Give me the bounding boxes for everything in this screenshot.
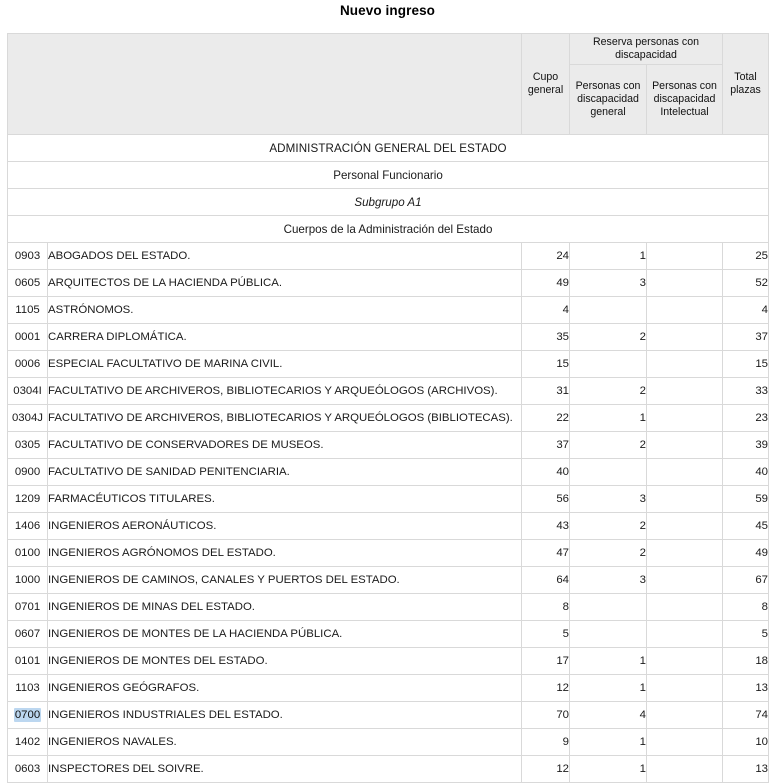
header-total-plazas-line2: plazas bbox=[730, 84, 761, 96]
cell-name: INGENIEROS AGRÓNOMOS DEL ESTADO. bbox=[48, 540, 522, 567]
cell-discapacidad-intelectual bbox=[647, 378, 723, 405]
cell-total-plazas: 74 bbox=[723, 702, 769, 729]
cell-code: 0001 bbox=[8, 324, 48, 351]
header-total-plazas-line1: Total bbox=[734, 71, 757, 83]
cell-discapacidad-general bbox=[570, 351, 647, 378]
cell-total-plazas: 4 bbox=[723, 297, 769, 324]
cell-cupo-general: 4 bbox=[522, 297, 570, 324]
section-row-personal bbox=[8, 162, 769, 189]
cell-total-plazas: 45 bbox=[723, 513, 769, 540]
section-label-personal: Personal Funcionario bbox=[8, 162, 769, 189]
cell-code: 1105 bbox=[8, 297, 48, 324]
cell-code: 0607 bbox=[8, 621, 48, 648]
cell-cupo-general: 56 bbox=[522, 486, 570, 513]
section-row-cuerpos bbox=[8, 216, 769, 243]
cell-cupo-general: 12 bbox=[522, 756, 570, 783]
cell-name: ESPECIAL FACULTATIVO DE MARINA CIVIL. bbox=[48, 351, 522, 378]
header-personas-discapacidad-intelectual: Personas con discapacidad Intelectual bbox=[647, 65, 723, 135]
cell-discapacidad-general bbox=[570, 459, 647, 486]
cell-total-plazas: 33 bbox=[723, 378, 769, 405]
cell-cupo-general: 40 bbox=[522, 459, 570, 486]
cell-discapacidad-general: 3 bbox=[570, 567, 647, 594]
cell-name: INGENIEROS DE MONTES DE LA HACIENDA PÚBLICA. bbox=[48, 621, 522, 648]
cell-cupo-general: 12 bbox=[522, 675, 570, 702]
cell-cupo-general: 49 bbox=[522, 270, 570, 297]
section-row-administracion bbox=[8, 135, 769, 162]
cell-code: 1406 bbox=[8, 513, 48, 540]
cell-total-plazas: 25 bbox=[723, 243, 769, 270]
cell-name: INGENIEROS DE CAMINOS, CANALES Y PUERTOS DEL ESTADO. bbox=[48, 567, 522, 594]
table-row[interactable] bbox=[8, 702, 769, 729]
cell-code: 0900 bbox=[8, 459, 48, 486]
cell-discapacidad-general bbox=[570, 621, 647, 648]
cell-code: 0100 bbox=[8, 540, 48, 567]
cell-name: INGENIEROS AERONÁUTICOS. bbox=[48, 513, 522, 540]
cell-discapacidad-intelectual bbox=[647, 459, 723, 486]
cell-total-plazas: 67 bbox=[723, 567, 769, 594]
cell-discapacidad-intelectual bbox=[647, 243, 723, 270]
cell-discapacidad-general: 2 bbox=[570, 378, 647, 405]
cell-total-plazas: 23 bbox=[723, 405, 769, 432]
cell-code: 1000 bbox=[8, 567, 48, 594]
cell-code: 0603 bbox=[8, 756, 48, 783]
cell-code: 0304I bbox=[8, 378, 48, 405]
cell-code: 0701 bbox=[8, 594, 48, 621]
cell-cupo-general: 47 bbox=[522, 540, 570, 567]
cell-discapacidad-general: 4 bbox=[570, 702, 647, 729]
table-row[interactable] bbox=[8, 567, 769, 594]
cell-cupo-general: 5 bbox=[522, 621, 570, 648]
cell-code: 1209 bbox=[8, 486, 48, 513]
cell-discapacidad-intelectual bbox=[647, 432, 723, 459]
table-row[interactable] bbox=[8, 486, 769, 513]
header-reserva-group: Reserva personas con discapacidad bbox=[570, 34, 723, 65]
plazas-table-container bbox=[7, 33, 768, 783]
cell-discapacidad-general: 1 bbox=[570, 405, 647, 432]
table-row[interactable] bbox=[8, 594, 769, 621]
section-label-administracion: ADMINISTRACIÓN GENERAL DEL ESTADO bbox=[8, 135, 769, 162]
cell-cupo-general: 24 bbox=[522, 243, 570, 270]
cell-code: 0903 bbox=[8, 243, 48, 270]
cell-name: FARMACÉUTICOS TITULARES. bbox=[48, 486, 522, 513]
cell-discapacidad-general: 2 bbox=[570, 513, 647, 540]
table-row[interactable] bbox=[8, 405, 769, 432]
cell-code: 0305 bbox=[8, 432, 48, 459]
plazas-table bbox=[7, 33, 769, 783]
cell-discapacidad-general: 3 bbox=[570, 486, 647, 513]
cell-name: INGENIEROS DE MINAS DEL ESTADO. bbox=[48, 594, 522, 621]
cell-total-plazas: 18 bbox=[723, 648, 769, 675]
cell-cupo-general: 31 bbox=[522, 378, 570, 405]
cell-total-plazas: 8 bbox=[723, 594, 769, 621]
cell-cupo-general: 37 bbox=[522, 432, 570, 459]
cell-total-plazas: 13 bbox=[723, 675, 769, 702]
cell-discapacidad-general: 2 bbox=[570, 432, 647, 459]
table-row[interactable] bbox=[8, 513, 769, 540]
cell-cupo-general: 15 bbox=[522, 351, 570, 378]
cell-name: INGENIEROS DE MONTES DEL ESTADO. bbox=[48, 648, 522, 675]
table-row[interactable] bbox=[8, 621, 769, 648]
cell-discapacidad-intelectual bbox=[647, 756, 723, 783]
table-row[interactable] bbox=[8, 729, 769, 756]
table-row[interactable] bbox=[8, 675, 769, 702]
table-row[interactable] bbox=[8, 324, 769, 351]
cell-cupo-general: 17 bbox=[522, 648, 570, 675]
cell-total-plazas: 39 bbox=[723, 432, 769, 459]
section-label-cuerpos: Cuerpos de la Administración del Estado bbox=[8, 216, 769, 243]
cell-discapacidad-intelectual bbox=[647, 513, 723, 540]
table-row[interactable] bbox=[8, 756, 769, 783]
cell-discapacidad-intelectual bbox=[647, 729, 723, 756]
cell-discapacidad-general: 1 bbox=[570, 756, 647, 783]
cell-discapacidad-general: 2 bbox=[570, 324, 647, 351]
cell-total-plazas: 40 bbox=[723, 459, 769, 486]
cell-discapacidad-general bbox=[570, 297, 647, 324]
cell-total-plazas: 15 bbox=[723, 351, 769, 378]
cell-name: FACULTATIVO DE ARCHIVEROS, BIBLIOTECARIOS Y ARQUEÓLOGOS (BIBLIOTECAS). bbox=[48, 405, 522, 432]
cell-name: INGENIEROS GEÓGRAFOS. bbox=[48, 675, 522, 702]
cell-name: ARQUITECTOS DE LA HACIENDA PÚBLICA. bbox=[48, 270, 522, 297]
cell-discapacidad-general bbox=[570, 594, 647, 621]
cell-discapacidad-intelectual bbox=[647, 351, 723, 378]
cell-discapacidad-intelectual bbox=[647, 594, 723, 621]
table-row[interactable] bbox=[8, 648, 769, 675]
cell-discapacidad-intelectual bbox=[647, 648, 723, 675]
cell-total-plazas: 10 bbox=[723, 729, 769, 756]
cell-code: 0304J bbox=[8, 405, 48, 432]
table-row[interactable] bbox=[8, 432, 769, 459]
cell-total-plazas: 49 bbox=[723, 540, 769, 567]
table-header bbox=[8, 34, 769, 135]
cell-cupo-general: 35 bbox=[522, 324, 570, 351]
cell-discapacidad-intelectual bbox=[647, 297, 723, 324]
cell-cupo-general: 43 bbox=[522, 513, 570, 540]
table-row[interactable] bbox=[8, 459, 769, 486]
cell-total-plazas: 5 bbox=[723, 621, 769, 648]
cell-code: 1103 bbox=[8, 675, 48, 702]
section-label-subgrupo: Subgrupo A1 bbox=[8, 189, 769, 216]
cell-discapacidad-intelectual bbox=[647, 540, 723, 567]
table-row[interactable] bbox=[8, 351, 769, 378]
cell-code: 1402 bbox=[8, 729, 48, 756]
cell-discapacidad-general: 1 bbox=[570, 675, 647, 702]
selected-code-highlight: 0700 bbox=[14, 709, 41, 721]
header-cupo-general bbox=[522, 34, 570, 135]
cell-discapacidad-intelectual bbox=[647, 567, 723, 594]
page-title: Nuevo ingreso bbox=[339, 3, 436, 18]
cell-name: FACULTATIVO DE SANIDAD PENITENCIARIA. bbox=[48, 459, 522, 486]
cell-discapacidad-intelectual bbox=[647, 621, 723, 648]
cell-discapacidad-intelectual bbox=[647, 270, 723, 297]
cell-total-plazas: 13 bbox=[723, 756, 769, 783]
header-cupo-general-line2: general bbox=[527, 84, 564, 96]
cell-name: CARRERA DIPLOMÁTICA. bbox=[48, 324, 522, 351]
cell-code: 0101 bbox=[8, 648, 48, 675]
cell-cupo-general: 22 bbox=[522, 405, 570, 432]
cell-discapacidad-general: 1 bbox=[570, 243, 647, 270]
cell-name: ABOGADOS DEL ESTADO. bbox=[48, 243, 522, 270]
table-row[interactable] bbox=[8, 297, 769, 324]
cell-name: ASTRÓNOMOS. bbox=[48, 297, 522, 324]
table-row[interactable] bbox=[8, 243, 769, 270]
table-row[interactable] bbox=[8, 378, 769, 405]
cell-discapacidad-intelectual bbox=[647, 675, 723, 702]
cell-name: INGENIEROS INDUSTRIALES DEL ESTADO. bbox=[48, 702, 522, 729]
header-total-plazas bbox=[723, 34, 769, 135]
table-row[interactable] bbox=[8, 540, 769, 567]
cell-name: FACULTATIVO DE ARCHIVEROS, BIBLIOTECARIOS Y ARQUEÓLOGOS (ARCHIVOS). bbox=[48, 378, 522, 405]
cell-code bbox=[8, 702, 48, 729]
cell-cupo-general: 70 bbox=[522, 702, 570, 729]
cell-discapacidad-intelectual bbox=[647, 486, 723, 513]
cell-total-plazas: 59 bbox=[723, 486, 769, 513]
cell-cupo-general: 9 bbox=[522, 729, 570, 756]
cell-discapacidad-general: 1 bbox=[570, 729, 647, 756]
section-row-subgrupo bbox=[8, 189, 769, 216]
cell-total-plazas: 37 bbox=[723, 324, 769, 351]
cell-cupo-general: 8 bbox=[522, 594, 570, 621]
table-body bbox=[8, 135, 769, 783]
table-row[interactable] bbox=[8, 270, 769, 297]
header-personas-discapacidad-general: Personas con discapacidad general bbox=[570, 65, 647, 135]
header-cupo-general-line1: Cupo bbox=[532, 71, 559, 83]
cell-discapacidad-general: 2 bbox=[570, 540, 647, 567]
cell-total-plazas: 52 bbox=[723, 270, 769, 297]
cell-discapacidad-intelectual bbox=[647, 405, 723, 432]
cell-discapacidad-general: 1 bbox=[570, 648, 647, 675]
cell-discapacidad-general: 3 bbox=[570, 270, 647, 297]
cell-discapacidad-intelectual bbox=[647, 324, 723, 351]
cell-discapacidad-intelectual bbox=[647, 702, 723, 729]
cell-name: INSPECTORES DEL SOIVRE. bbox=[48, 756, 522, 783]
header-blank-cell bbox=[8, 34, 522, 135]
cell-code: 0006 bbox=[8, 351, 48, 378]
header-row-top bbox=[8, 34, 769, 65]
cell-name: INGENIEROS NAVALES. bbox=[48, 729, 522, 756]
cell-code: 0605 bbox=[8, 270, 48, 297]
cell-cupo-general: 64 bbox=[522, 567, 570, 594]
cell-name: FACULTATIVO DE CONSERVADORES DE MUSEOS. bbox=[48, 432, 522, 459]
